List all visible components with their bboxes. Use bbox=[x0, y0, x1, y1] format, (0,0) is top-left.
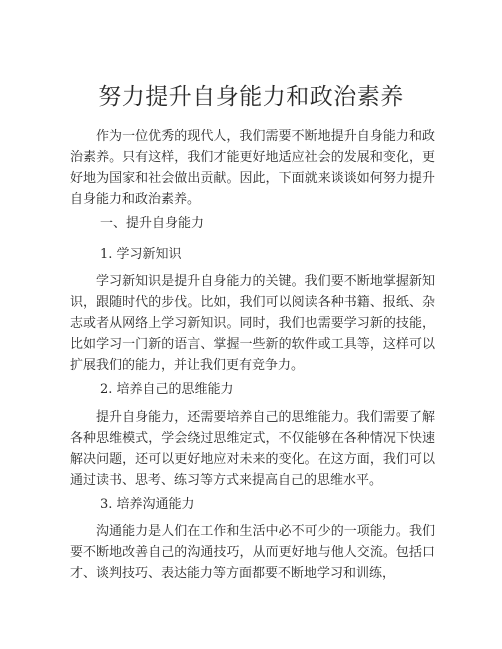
paragraph-learn-new-knowledge: 学习新知识是提升自身能力的关键。我们要不断地掌握新知识，跟随时代的步伐。比如，我们可以阅读各种书籍、报纸、杂志或者从网络上学习新知识。同时，我们也需要学习新的技能，比如学习一门新的语言、掌握一些新的软件或工具等，这样可以扩展我们的能力，并让我们更有竞争力。 bbox=[70, 274, 435, 373]
document-title: 努力提升自身能力和政治素养 bbox=[98, 84, 404, 110]
subheading-learn-new-knowledge: 1. 学习新知识 bbox=[100, 247, 182, 262]
subheading-communication-ability: 3. 培养沟通能力 bbox=[100, 497, 195, 512]
section-heading-improve-ability: 一、提升自身能力 bbox=[100, 216, 205, 231]
intro-paragraph: 作为一位优秀的现代人，我们需要不断地提升自身能力和政治素养。只有这样，我们才能更好地适应社会的发展和变化，更好地为国家和社会做出贡献。因此，下面就来谈谈如何努力提升自身能力和政治素养。 bbox=[70, 129, 435, 207]
paragraph-communication-ability: 沟通能力是人们在工作和生活中必不可少的一项能力。我们要不断地改善自己的沟通技巧，从而更好地与他人交流。包括口才、谈判技巧、表达能力等方面都要不断地学习和训练， bbox=[70, 524, 435, 581]
subheading-thinking-ability: 2. 培养自己的思维能力 bbox=[100, 382, 234, 397]
paragraph-thinking-ability: 提升自身能力，还需要培养自己的思维能力。我们需要了解各种思维模式，学会绕过思维定式，不仅能够在各种情况下快速解决问题，还可以更好地应对未来的变化。在这方面，我们可以通过读书、思考、练习等方式来提高自己的思维水平。 bbox=[70, 410, 435, 488]
